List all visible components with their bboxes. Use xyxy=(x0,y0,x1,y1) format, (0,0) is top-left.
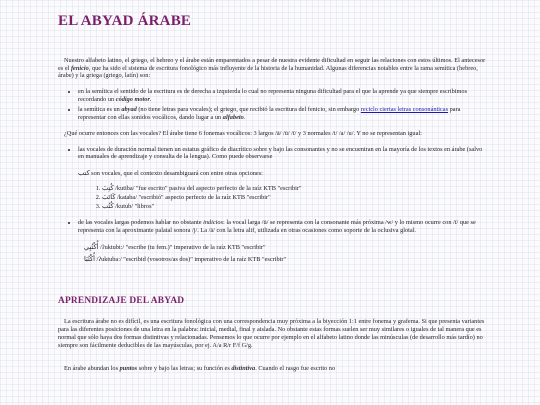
alfabeto-term: alfabeto xyxy=(222,113,244,121)
article xyxy=(54,0,486,373)
li-text: /kutub/ "libros" xyxy=(113,202,155,210)
example-2 xyxy=(78,255,486,264)
arabic-word: كَاتَبَ xyxy=(102,193,116,202)
example-1 xyxy=(78,243,486,252)
arabic-word: أُكْتُبِي xyxy=(84,242,99,251)
ktb-options-list xyxy=(78,184,486,211)
li-text: de las vocales largas podemos hablar no obstante xyxy=(78,218,204,226)
list-item xyxy=(102,184,486,193)
li-text: . xyxy=(243,113,246,121)
ktb-text: son vocales, que el contexto desambiguará con entre otras opciones: xyxy=(89,170,263,178)
list-item xyxy=(102,202,486,211)
indicios-term: indicios xyxy=(203,218,224,226)
list-item xyxy=(78,219,486,235)
arabic-word: كُتِبَ xyxy=(102,184,114,193)
li-text: /kataba/ "escribió" aspecto perfecto de la raíz KTB "escribir" xyxy=(115,194,271,202)
differences-list xyxy=(54,88,486,121)
li-text: en la semítica el sentido de la escritura es de derecha a izquierda lo cual no representa ninguna dificultad para el que la aprende ya que siempre escribimos recordando un xyxy=(78,88,468,104)
vowels-list xyxy=(54,146,486,162)
puntos-term: puntos xyxy=(119,365,138,373)
p-text: sobre y bajo las letras; su función es xyxy=(137,365,232,373)
li-text: para representar con ellas sonidos vocálicos, dando lugar a un xyxy=(78,106,461,121)
ktb-arabic: كتب xyxy=(78,169,90,178)
list-item xyxy=(78,106,486,122)
spacer xyxy=(54,268,486,296)
abyad-term: abyad xyxy=(121,106,137,114)
intro-fenicio: fenicio xyxy=(70,64,89,72)
list-item xyxy=(78,88,486,104)
intro-paragraph xyxy=(58,57,486,81)
page-title: EL ABYAD ÁRABE xyxy=(58,13,192,29)
arabic-word: كُتُب xyxy=(102,201,114,210)
codigo-motor: código motor xyxy=(115,96,150,104)
distintiva-term: distintiva xyxy=(231,365,256,373)
li-text: la semítica es un xyxy=(78,106,122,114)
example-text: /ʔuktubi:/ "escribe (tu fem.)" imperativo de la raíz KTB "escribir" xyxy=(98,243,266,251)
p-text: En árabe abundan los xyxy=(64,365,120,373)
example-text: /ʔuktuba:/ "escribid (vosotros/as dos)" imperativo de la raíz KTB "escribir" xyxy=(94,256,287,264)
reciclo-link[interactable]: reciclo ciertas letras consonánticas xyxy=(360,106,449,114)
arabic-word: أُكْتُبَا xyxy=(84,255,95,264)
p-text: . Cuando el rasgo fue escrito no xyxy=(255,365,336,373)
section-title: APRENDIZAJE DEL ABYAD xyxy=(58,296,185,307)
vowels-question: ¿Qué ocurre entonces con las vocales? El árabe tiene 6 fonemas vocálicos: 3 largos /ā/ /ū/ /ī/ y 3 normales /i/ /a/ /u/. Y no se representan igual: xyxy=(64,129,422,137)
list-item xyxy=(102,193,486,202)
li-text: : la vocal larga /ū/ se representa con la consonante más próxima /w/ y lo mismo ocurre con /ī/ que se representa con la aproximante palatal sonora /j/. La /ā/ con la letra alif, utilizada en otras ocasiones como soporte de la oclusiva glotal. xyxy=(78,218,476,234)
learning-paragraph: La escritura árabe no es difícil, es una escritura fonológica con una correspondencia muy próxima a la biyección 1:1 entre fonema y grafema. Si que presenta variantes para las diferentes posiciones de una letra en la palabra: inicial, medial, final y aislada. No obstante estas formas suelen ser muy similares o iguales de tal manera que es normal que sólo haya dos formas distintivas y relacionadas. Pensemos lo que ocurre por ejemplo en el alfabeto latino donde las minúsculas (de desarrollo más tardío) no siempre son fácilmente deducibles de las mayúsculas, por ej. A/a R/r F/f G/g. xyxy=(58,317,485,349)
li-text: (no tiene letras para vocales); el griego, que recibió la escritura del fenicio, sin embargo xyxy=(136,106,361,114)
dots-paragraph xyxy=(58,365,486,373)
intro-text-c: , que ha sido el sistema de escritura fonológico más influyente de la historia de la humanidad. Algunas diferencias notables entre la rama semítica (hebreo, árabe) y la griega (griego, latín) son: xyxy=(58,64,478,80)
list-item: • las vocales de duración normal tienen un estatus gráfico de diacrítico sobre y bajo las consonantes y no se encuentran en la mayoría de los textos en árabe (salvo en manuales de aprendizaje y consulta de la lengua). Como puede observarse xyxy=(78,146,486,162)
ktb-line xyxy=(78,169,486,178)
long-vowels-list xyxy=(54,219,486,235)
li-text: /kutiba/ "fue escrito" pasiva del aspecto perfecto de la raíz KTB "escribir" xyxy=(113,185,302,193)
li-text: . xyxy=(149,96,152,104)
intro-text-a: Nuestro alfabeto latino, el griego, el hebreo y el árabe están emparentados a pesar de nuestra evidente dificultad en seguir las relaciones con estos últimos. El antecesor es el xyxy=(58,56,486,72)
